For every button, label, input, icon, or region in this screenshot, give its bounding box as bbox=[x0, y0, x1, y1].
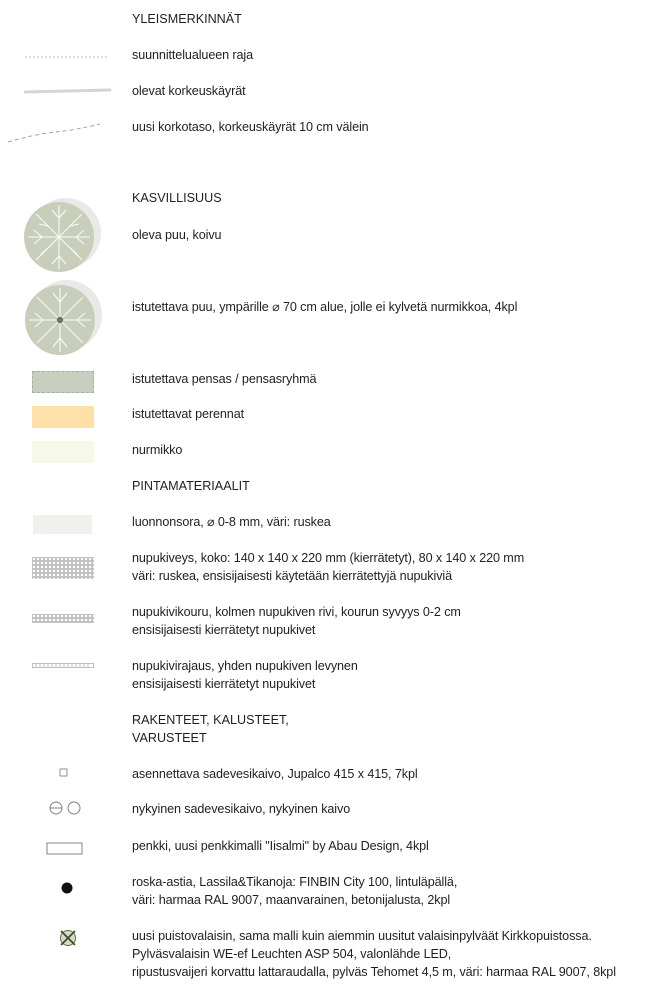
section-title-vegetation: KASVILLISUUS bbox=[132, 191, 222, 205]
legend-label-paving-line1: nupukiveys, koko: 140 x 140 x 220 mm (kierrätetyt), 80 x 140 x 220 mm bbox=[132, 551, 525, 565]
cobblestone-paving-swatch bbox=[32, 557, 94, 579]
legend-label-existing-contours: olevat korkeuskäyrät bbox=[132, 84, 246, 98]
legend-label-existing-tree: oleva puu, koivu bbox=[132, 228, 222, 242]
trash-bin-icon bbox=[59, 880, 75, 896]
legend-label-edge-line2: ensisijaisesti kierrätetyt nupukivet bbox=[132, 677, 316, 691]
lawn-swatch bbox=[32, 441, 94, 463]
park-lamp-icon bbox=[57, 927, 79, 949]
legend-label-lamp-line2: Pylväsvalaisin WE-ef Leuchten ASP 504, valonlähde LED, bbox=[132, 947, 452, 961]
legend-label-paving-line2: väri: ruskea, ensisijaisesti käytetään kierrätettyjä nupukiviä bbox=[132, 569, 452, 583]
legend-label-lamp-line1: uusi puistovalaisin, sama malli kuin aiemmin uusitut valaisinpylväät Kirkkopuistossa. bbox=[132, 929, 592, 943]
legend-label-gutter-line2: ensisijaisesti kierrätetyt nupukivet bbox=[132, 623, 316, 637]
legend-label-lamp-line3: ripustusvaijeri korvattu lattaraudalla, pylväs Tehomet 4,5 m, väri: harmaa RAL 9007, 8kpl bbox=[132, 965, 616, 979]
existing-tree-icon bbox=[22, 198, 104, 274]
new-drain-icon bbox=[59, 768, 69, 778]
legend-label-existing-drain: nykyinen sadevesikaivo, nykyinen kaivo bbox=[132, 802, 351, 816]
dotted-boundary-line-icon bbox=[24, 52, 108, 62]
new-tree-icon bbox=[22, 280, 104, 358]
legend-label-shrub: istutettava pensas / pensasryhmä bbox=[132, 372, 317, 386]
bench-icon bbox=[46, 842, 84, 856]
legend-label-gravel: luonnonsora, ⌀ 0-8 mm, väri: ruskea bbox=[132, 515, 331, 529]
section-title-surfaces: PINTAMATERIAALIT bbox=[132, 479, 250, 493]
legend-label-bench: penkki, uusi penkkimalli "Iisalmi" by Abau Design, 4kpl bbox=[132, 839, 429, 853]
legend-label-trash-bin-line1: roska-astia, Lassila&Tikanoja: FINBIN City 100, lintuläpällä, bbox=[132, 875, 458, 889]
perennial-swatch bbox=[32, 406, 94, 428]
legend-label-gutter-line1: nupukivikouru, kolmen nupukiven rivi, kourun syvyys 0-2 cm bbox=[132, 605, 461, 619]
cobblestone-gutter-swatch bbox=[32, 614, 94, 623]
cobblestone-edge-swatch bbox=[32, 663, 94, 668]
new-contour-line-icon bbox=[6, 122, 104, 146]
legend-label-new-drain: asennettava sadevesikaivo, Jupalco 415 x 415, 7kpl bbox=[132, 767, 418, 781]
gravel-swatch bbox=[33, 515, 92, 534]
legend-label-trash-bin-line2: väri: harmaa RAL 9007, maanvarainen, betonijalusta, 2kpl bbox=[132, 893, 451, 907]
existing-contour-line-icon bbox=[24, 86, 112, 96]
existing-drain-icon bbox=[48, 800, 84, 816]
shrub-swatch bbox=[32, 371, 94, 393]
section-title-structures-line2: VARUSTEET bbox=[132, 731, 207, 745]
legend-label-edge-line1: nupukivirajaus, yhden nupukiven levynen bbox=[132, 659, 358, 673]
section-title-general: YLEISMERKINNÄT bbox=[132, 12, 242, 26]
legend-label-new-contours: uusi korkotaso, korkeuskäyrät 10 cm välein bbox=[132, 120, 369, 134]
legend-label-new-tree: istutettava puu, ympärille ⌀ 70 cm alue, jolle ei kylvetä nurmikkoa, 4kpl bbox=[132, 300, 518, 314]
legend-label-lawn: nurmikko bbox=[132, 443, 183, 457]
legend-label-perennial: istutettavat perennat bbox=[132, 407, 245, 421]
legend-label-boundary: suunnittelualueen raja bbox=[132, 48, 254, 62]
section-title-structures-line1: RAKENTEET, KALUSTEET, bbox=[132, 713, 289, 727]
